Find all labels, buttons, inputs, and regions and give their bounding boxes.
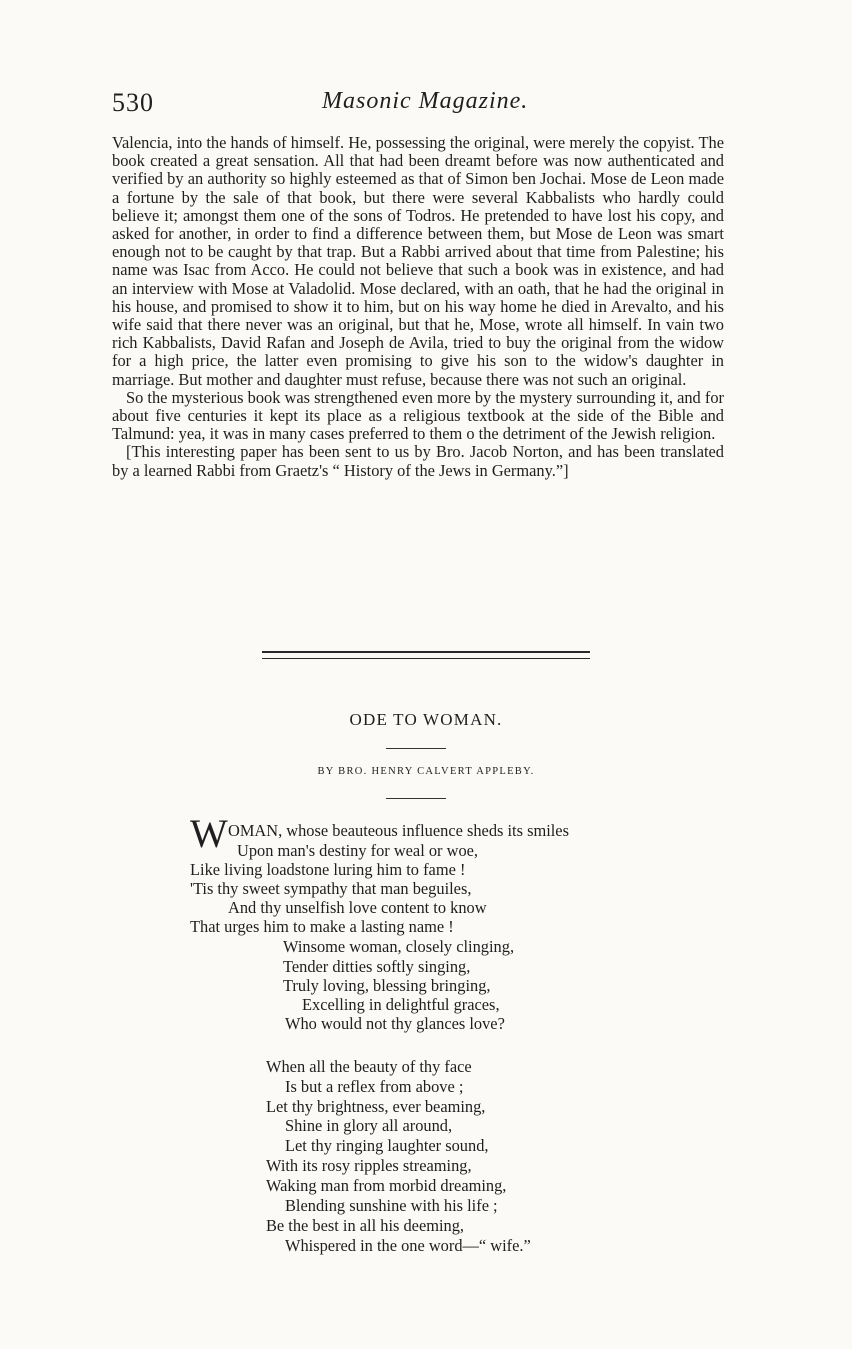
poem-line: With its rosy ripples streaming,	[266, 1156, 472, 1175]
poem-line: Let thy brightness, ever beaming,	[266, 1097, 486, 1116]
poem-line: Whispered in the one word—“ wife.”	[285, 1236, 531, 1255]
poem-line: Be the best in all his deeming,	[266, 1216, 465, 1235]
poem-line: And thy unselfish love content to know	[228, 898, 487, 917]
poem-line: Truly loving, blessing bringing,	[283, 976, 491, 995]
poem-line: 'Tis thy sweet sympathy that man beguiles,	[190, 879, 472, 898]
poem-line: Tender ditties softly singing,	[283, 957, 471, 976]
poem-line: Excelling in delightful graces,	[302, 995, 500, 1014]
poem-line: When all the beauty of thy face	[266, 1057, 472, 1076]
poem-line: Upon man's destiny for weal or woe,	[237, 841, 479, 860]
running-title: Masonic Magazine.	[322, 88, 529, 114]
section-divider-thin	[262, 658, 590, 659]
poem-line: Is but a reflex from above ;	[285, 1077, 464, 1096]
prose-paragraph: So the mysterious book was strengthened even more by the mystery surrounding it, and for about five centuries it kept its place as a religious textbook at the side of the Bible and Talmund: yea, it was in many cases preferred to them o the detriment of the Jewish religion.	[112, 387, 724, 444]
poem-title: ODE TO WOMAN.	[349, 710, 503, 729]
poem-line: Waking man from morbid dreaming,	[266, 1176, 507, 1195]
section-divider-thick	[262, 651, 590, 653]
byline-rule	[386, 798, 446, 799]
prose-paragraph: Valencia, into the hands of himself. He, possessing the original, were merely the copyist. The book created a great sensation. All that had been dreamt before was now authenticated and verified by an authority so highly esteemed as that of Simon ben Jochai. Mose de Leon made a fortune by the sale of that book, but there were several Kabbalists who hardly could believe it; amongst them one of the sons of Todros. He pretended to have lost his copy, and asked for another, in order to find a difference between them, but Mose de Leon was smart enough not to be caught by that trap. But a Rabbi arrived about that time from Palestine; his name was Isac from Acco. He could not believe that such a book was in existence, and had an interview with Mose at Valadolid. Mose declared, with an oath, that he had the original in his house, and promised to show it to him, but on his way home he died in Arevalto, and his wife said that there never was an original, but that he, Mose, wrote all himself. In vain two rich Kabbalists, David Rafan and Joseph de Avila, tried to buy the original from the widow for a high price, the latter even promising to give his son to the widow's daughter in marriage. But mother and daughter must refuse, because there was not such an original.	[112, 133, 724, 389]
poem-line: Who would not thy glances love?	[285, 1014, 505, 1033]
page-number: 530	[112, 88, 154, 117]
page-header	[112, 88, 732, 122]
poem-line: Blending sunshine with his life ;	[285, 1196, 498, 1215]
poem-line: OMAN, whose beauteous influence sheds its smiles	[228, 821, 569, 840]
poem-byline: BY BRO. HENRY CALVERT APPLEBY.	[317, 766, 535, 777]
prose-paragraph: [This interesting paper has been sent to us by Bro. Jacob Norton, and has been translated by a learned Rabbi from Graetz's “ History of the Jews in Germany.”]	[112, 442, 724, 480]
drop-cap: W	[190, 811, 228, 856]
poem-line: That urges him to make a lasting name !	[190, 917, 454, 936]
poem-line: Winsome woman, closely clinging,	[283, 937, 515, 956]
poem-line: Shine in glory all around,	[285, 1116, 453, 1135]
title-rule	[386, 748, 446, 749]
poem-line: Let thy ringing laughter sound,	[285, 1136, 489, 1155]
poem-line: Like living loadstone luring him to fame !	[190, 860, 466, 879]
article-prose	[112, 134, 724, 480]
